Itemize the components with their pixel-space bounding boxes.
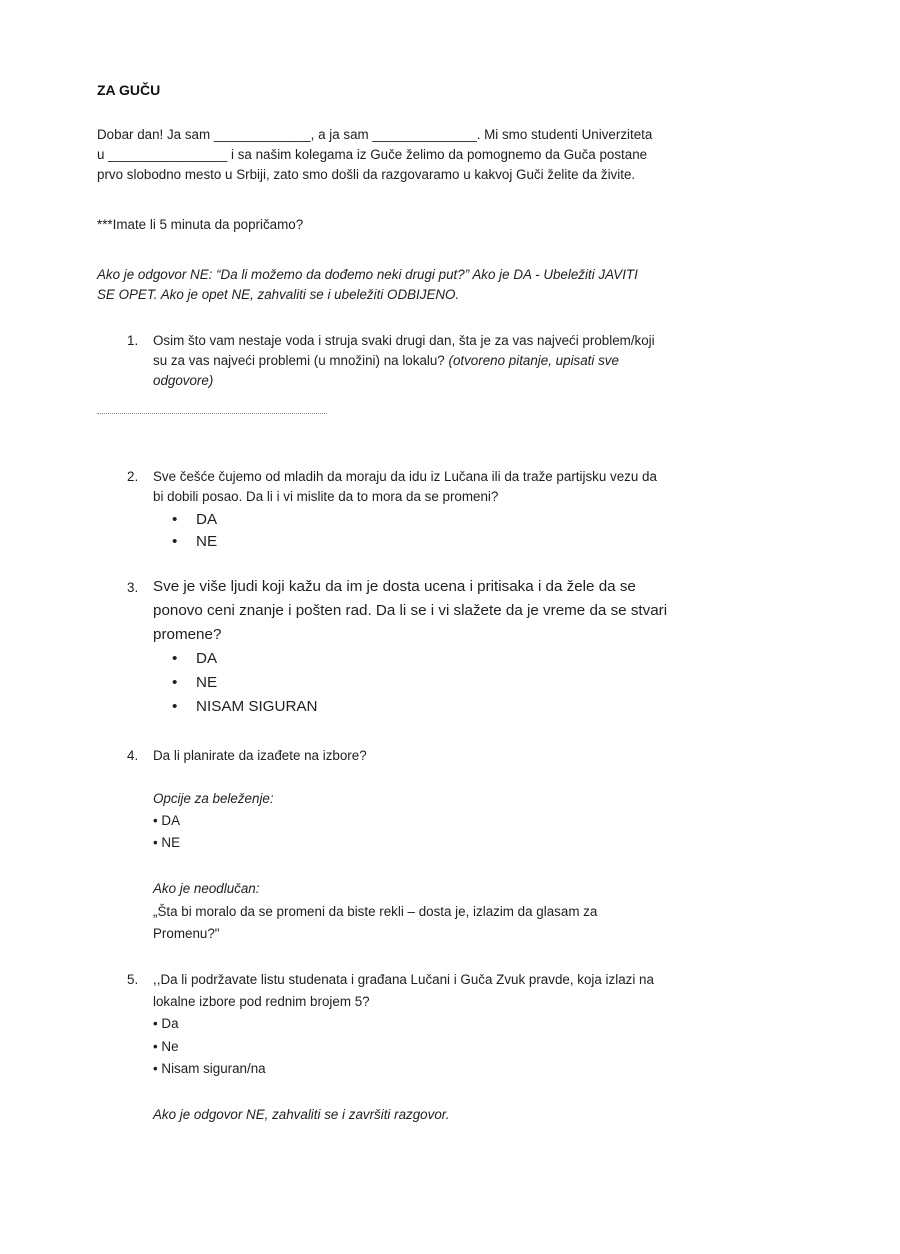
- bullet-icon: •: [172, 533, 178, 550]
- bullet-icon: •: [172, 698, 178, 715]
- question-text-line: ponovo ceni znanje i pošten rad. Da li se i vi slažete da je vreme da se stvari: [153, 602, 668, 619]
- intro-line: Dobar dan! Ja sam _____________, a ja sam ______________. Mi smo studenti Univerziteta: [97, 127, 653, 142]
- instruction-line: Ako je odgovor NE: “Da li možemo da dođemo neki drugi put?” Ako je DA - Ubeležiti JAVITI: [97, 267, 638, 282]
- options-label: Opcije za beleženje:: [153, 791, 274, 806]
- question-number: 2.: [127, 469, 139, 484]
- option-ne: NE: [196, 533, 218, 550]
- intro-line: prvo slobodno mesto u Srbiji, zato smo došli da razgovaramo u kakvoj Guči želite da živite.: [97, 167, 636, 182]
- closing-instruction: Ako je odgovor NE, zahvaliti se i završiti razgovor.: [153, 1107, 450, 1122]
- question-text-line: Sve je više ljudi koji kažu da im je dosta ucena i pritisaka i da žele da se: [153, 578, 636, 595]
- option-nisam-siguran: • Nisam siguran/na: [153, 1061, 266, 1076]
- option-da: DA: [196, 511, 218, 528]
- question-text-line: ,,Da li podržavate listu studenata i građana Lučani i Guča Zvuk pravde, koja izlazi na: [153, 972, 654, 987]
- answer-line[interactable]: [97, 413, 327, 414]
- undecided-label: Ako je neodlučan:: [153, 881, 260, 896]
- opening-question: ***Imate li 5 minuta da popričamo?: [97, 217, 304, 232]
- bullet-icon: •: [172, 650, 178, 667]
- bullet-icon: •: [172, 674, 178, 691]
- question-text-line: Osim što vam nestaje voda i struja svaki drugi dan, šta je za vas najveći problem/koji: [153, 333, 655, 348]
- question-number: 4.: [127, 748, 139, 763]
- question-number: 1.: [127, 333, 139, 348]
- question-text-line: lokalne izbore pod rednim brojem 5?: [153, 994, 370, 1009]
- option-ne: NE: [196, 674, 218, 691]
- intro-line: u ________________ i sa našim kolegama iz Guče želimo da pomognemo da Guča postane: [97, 147, 648, 162]
- question-text-line: bi dobili posao. Da li i vi mislite da to mora da se promeni?: [153, 489, 499, 504]
- question-text-line: Da li planirate da izađete na izbore?: [153, 748, 367, 763]
- question-text-line: Sve češće čujemo od mladih da moraju da idu iz Lučana ili da traže partijsku vezu da: [153, 469, 657, 484]
- document-title: ZA GUČU: [97, 82, 161, 98]
- undecided-prompt-line: Promenu?": [153, 926, 220, 941]
- option-nisam-siguran: NISAM SIGURAN: [196, 698, 318, 715]
- question-note-line: odgovore): [153, 373, 214, 388]
- option-da: DA: [196, 650, 218, 667]
- question-number: 3.: [127, 580, 139, 595]
- option-ne: • NE: [153, 835, 181, 850]
- question-text-line: [153, 353, 619, 368]
- bullet-icon: •: [172, 511, 178, 528]
- undecided-prompt-line: „Šta bi moralo da se promeni da biste rekli – dosta je, izlazim da glasam za: [153, 904, 598, 919]
- question-text-line: promene?: [153, 626, 222, 643]
- option-da: • DA: [153, 813, 181, 828]
- question-number: 5.: [127, 972, 139, 987]
- option-da: • Da: [153, 1016, 179, 1031]
- instruction-line: SE OPET. Ako je opet NE, zahvaliti se i ubeležiti ODBIJENO.: [97, 287, 460, 302]
- option-ne: • Ne: [153, 1039, 179, 1054]
- question-note: (otvoreno pitanje, upisati sve: [448, 353, 619, 368]
- question-text: su za vas najveći problemi (u množini) na lokalu?: [153, 353, 449, 368]
